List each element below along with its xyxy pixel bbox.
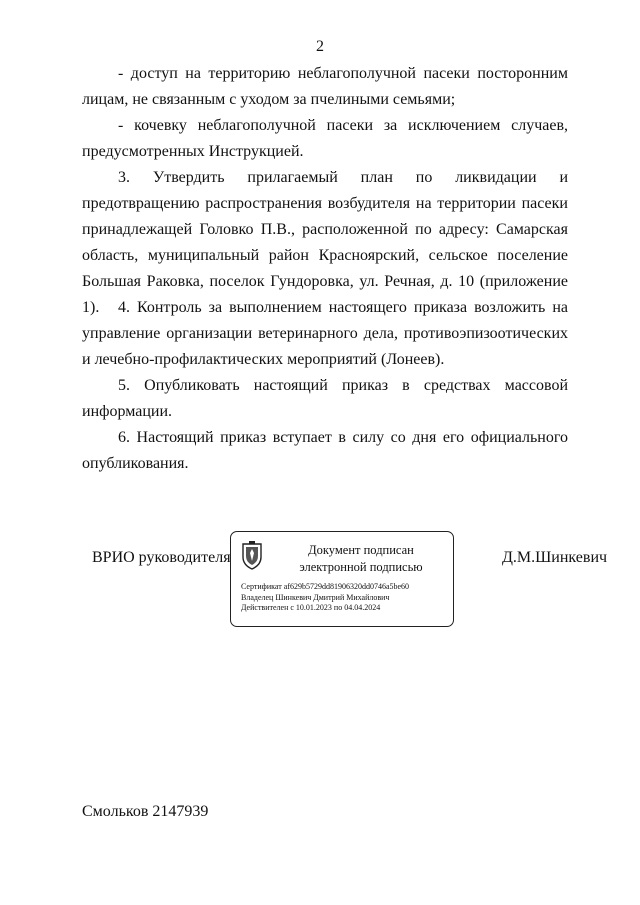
paragraph-item-6: 6. Настоящий приказ вступает в силу со дня его официального опубликования. [82, 429, 568, 472]
stamp-validity: Действителен с 10.01.2023 по 04.04.2024 [241, 603, 381, 612]
paragraph-item-3: 3. Утвердить прилагаемый план по ликвидации и предотвращению распространения возбудителя на территории пасеки принадлежащей Головко П.В., расположенной по адресу: Самарская область, муниципальный район Красноярский, сельское поселение Большая Раковка, поселок Гундоровка, ул. Речная, д. 10 (приложение 1). [82, 169, 568, 316]
paragraph-item-5: 5. Опубликовать настоящий приказ в средствах массовой информации. [82, 377, 568, 420]
paragraph-restriction-access: - доступ на территорию неблагополучной пасеки посторонним лицам, не связанным с уходом за пчелиными семьями; [82, 65, 568, 108]
stamp-details [241, 582, 451, 614]
coat-of-arms-icon [240, 540, 264, 570]
paragraph-item-4: 4. Контроль за выполнением настоящего приказа возложить на управление организации ветеринарного дела, противоэпизоотических и лечебно-профилактических мероприятий (Лонеев). [82, 299, 568, 368]
signatory-title: ВРИО руководителя [92, 549, 231, 566]
stamp-heading-line2: электронной подписью [299, 560, 423, 574]
electronic-signature-stamp [230, 531, 454, 627]
stamp-heading [271, 542, 451, 576]
paragraph-restriction-relocation: - кочевку неблагополучной пасеки за исключением случаев, предусмотренных Инструкцией. [82, 117, 568, 160]
stamp-certificate: Сертификат af629b5729dd81906320dd0746a5be60 [241, 582, 410, 591]
signatory-name: Д.М.Шинкевич [502, 549, 608, 566]
stamp-owner: Владелец Шинкевич Дмитрий Михайлович [241, 592, 390, 602]
author-footer: Смольков 2147939 [82, 803, 209, 820]
stamp-heading-line1: Документ подписан [308, 543, 414, 557]
page-number: 2 [316, 38, 324, 55]
